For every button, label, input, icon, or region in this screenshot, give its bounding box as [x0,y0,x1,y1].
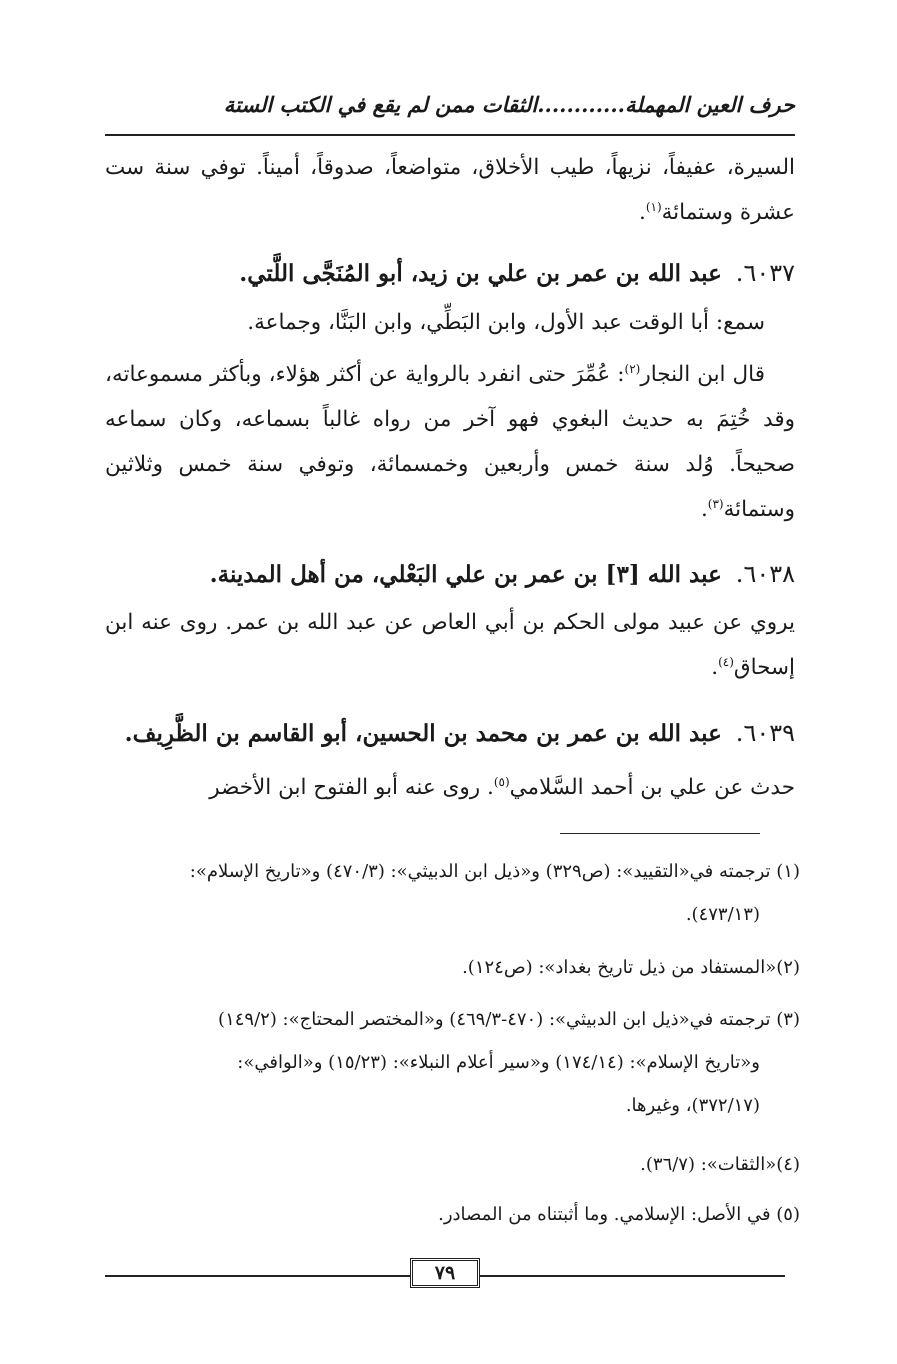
entry-number: ٦٠٣٧. [735,259,795,287]
footnote-ref: (١) [645,199,662,214]
paragraph-text: سمع: أبا الوقت عبد الأول، وابن البَطِّي، وابن البَنَّا، وجماعة. [247,310,765,335]
footnote-text: (١) ترجمته في«التقييد»: (ص٣٢٩) و«ذيل ابن الدبيثي»: (٤٧٠/٣) و«تاريخ الإسلام»: [189,861,800,882]
header-dots: ............ [537,92,625,117]
paragraph-text: يروي عن عبيد مولى الحكم بن أبي العاص عن عبد الله بن عمر. روى عنه ابن إسحاق [105,610,795,680]
entry-heading-6039 [105,712,795,755]
footnote-ref: (٢) [624,361,641,376]
footnote-4 [105,1143,800,1186]
header-rule [105,134,795,136]
paragraph-text: حدث عن علي بن أحمد السَّلامي [509,775,795,800]
paragraph-text: : عُمِّرَ حتى انفرد بالرواية عن أكثر هؤلاء، وبأكثر مسموعاته، وقد خُتِمَ به حديث البغوي فهو آخر من رواه غالباً بسماعه، وكان سماعه صحيحاً. وُلد سنة خمس وأربعين وخمسمائة، وتوفي سنة خمس وثلاثين وستمائة [105,362,795,522]
footnote-text: (٤)«الثقات»: (٣٦/٧). [640,1154,800,1175]
page-number: ٧٩ [410,1258,480,1288]
entry-6037-line1 [105,300,795,345]
paragraph-text: . روى عنه أبو الفتوح ابن الأخضر [209,775,494,800]
entry-title: عبد الله بن عمر بن محمد بن الحسين، أبو القاسم بن الظَّرِيف. [124,720,722,747]
entry-6038-paragraph: يروي عن عبيد مولى الحكم بن أبي العاص عن عبد الله بن عمر. روى عنه ابن إسحاق$^{(٤)}$. [105,610,795,680]
footnote-3 [105,998,800,1127]
footnote-ref: (٤) [718,654,734,669]
paragraph-continuation: السيرة، عفيفاً، نزيهاً، طيب الأخلاق، متواضعاً، صدوقاً، أميناً. توفي سنة ست عشرة وستمائة$^{(١)}$. [105,155,795,225]
footnote-ref: (٥) [493,774,510,789]
paragraph-text: السيرة، عفيفاً، نزيهاً، طيب الأخلاق، متواضعاً، صدوقاً، أميناً. توفي سنة ست عشرة وستمائة [105,155,795,225]
footnote-text: (٤٧٣/١٣). [685,904,760,925]
entry-heading-6038 [105,553,795,596]
running-header [105,92,795,128]
entry-number: ٦٠٣٨. [735,560,795,588]
footnote-text: (٥) في الأصل: الإسلامي. وما أثبتناه من المصادر. [438,1204,800,1225]
footnote-1 [105,850,800,936]
footnote-ref: (٣) [707,496,724,511]
footnote-separator [560,833,760,834]
entry-title: عبد الله [٣] بن عمر بن علي البَعْلي، من أهل المدينة. [209,561,722,588]
header-book-title: الثقات ممن لم يقع في الكتب الستة [223,92,538,117]
footer-rule-right [480,1275,785,1277]
footer-rule-left [105,1275,410,1277]
footnote-text: (٣) ترجمته في«ذيل ابن الدبيثي»: (٤٧٠-٤٦٩/٣) و«المختصر المحتاج»: (١٤٩/٢) [218,1009,800,1030]
footnote-text: و«تاريخ الإسلام»: (١٧٤/١٤) و«سير أعلام النبلاء»: (١٥/٢٣) و«الوافي»: [237,1052,760,1073]
footnote-text: (٣٧٢/١٧)، وغيرها. [625,1095,760,1116]
entry-6037-paragraph: قال ابن النجار$^{(٢)}$: عُمِّرَ حتى انفرد بالرواية عن أكثر هؤلاء، وبأكثر مسموعاته، وقد خُتِمَ به حديث البغوي فهو آخر من رواه غالباً بسماعه، وكان سماعه صحيحاً. وُلد سنة خمس وأربعين وخمسمائة، وتوفي سنة خمس وثلاثين وستمائة$^{(٣)}$. [105,361,795,522]
footnote-5 [105,1193,800,1236]
entry-6039-paragraph [105,765,795,810]
page-footer [105,1258,785,1288]
entry-number: ٦٠٣٩. [735,719,795,747]
entry-title: عبد الله بن عمر بن علي بن زيد، أبو المُنَجَّى اللَّتي. [239,260,722,287]
paragraph-text: قال ابن النجار [640,362,766,387]
header-chapter: حرف العين المهملة [624,92,795,117]
entry-heading-6037 [105,252,795,295]
footnote-2 [105,946,800,989]
footnote-text: (٢)«المستفاد من ذيل تاريخ بغداد»: (ص١٢٤). [462,957,800,978]
